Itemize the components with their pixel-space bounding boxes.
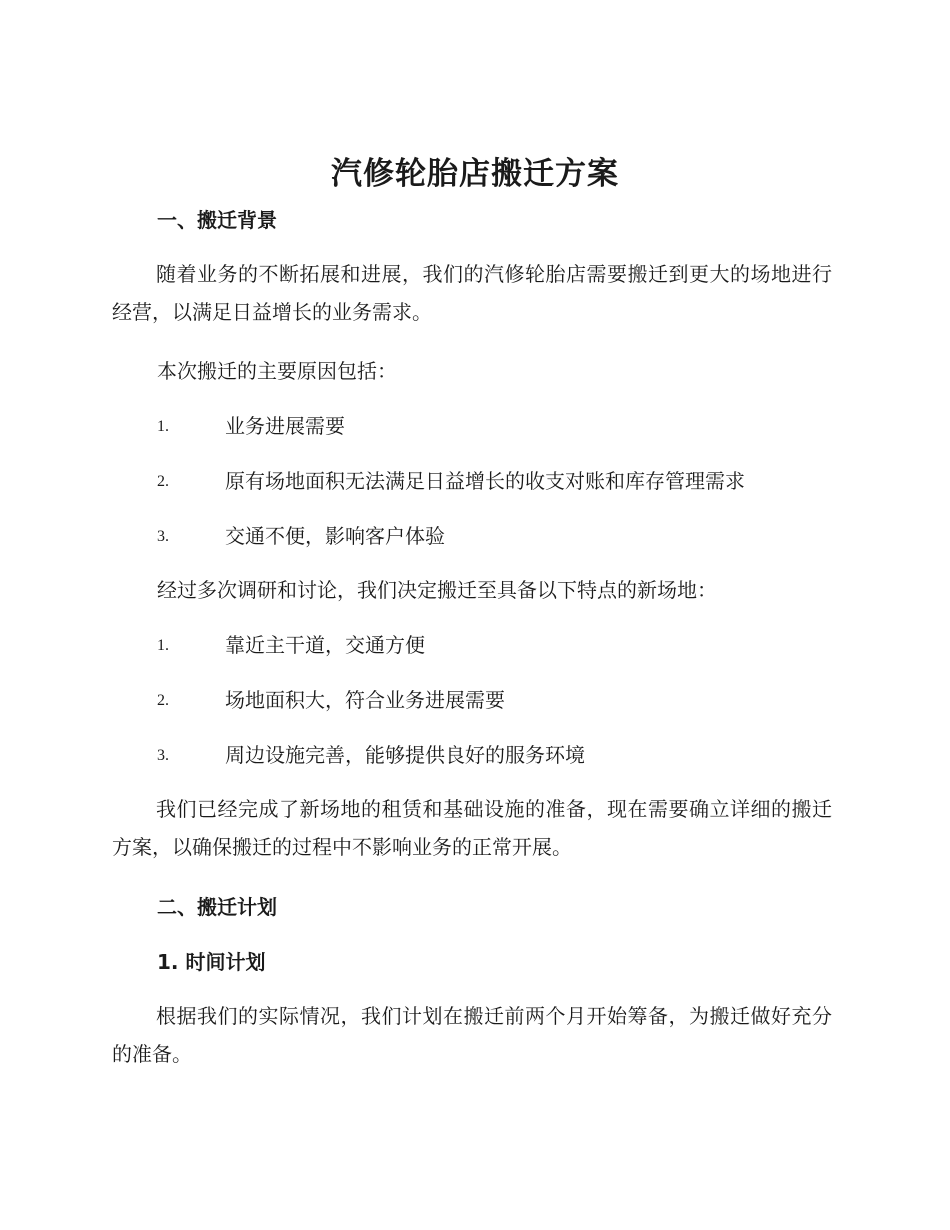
document-title: 汽修轮胎店搬迁方案 xyxy=(331,156,619,192)
subsection-heading-schedule: 1. 时间计划 xyxy=(157,950,266,974)
list-text: 靠近主干道，交通方便 xyxy=(225,633,425,657)
features-intro: 经过多次调研和讨论，我们决定搬迁至具备以下特点的新场地： xyxy=(157,578,717,602)
list-text: 原有场地面积无法满足日益增长的收支对账和库存管理需求 xyxy=(225,469,745,493)
section-heading-background: 一、搬迁背景 xyxy=(157,208,277,232)
paragraph-schedule: 根据我们的实际情况，我们计划在搬迁前两个月开始筹备，为搬迁做好充分的准备。 xyxy=(112,1004,832,1066)
list-text: 场地面积大，符合业务进展需要 xyxy=(225,688,505,712)
list-number: 3. xyxy=(157,747,169,764)
list-number: 1. xyxy=(157,637,169,654)
list-number: 3. xyxy=(157,528,169,545)
paragraph-preparation: 我们已经完成了新场地的租赁和基础设施的准备，现在需要确立详细的搬迁方案，以确保搬迁的过程中不影响业务的正常开展。 xyxy=(112,797,832,859)
section-heading-plan: 二、搬迁计划 xyxy=(157,895,277,919)
list-text: 周边设施完善，能够提供良好的服务环境 xyxy=(225,743,585,767)
list-text: 交通不便，影响客户体验 xyxy=(225,524,445,548)
list-text: 业务进展需要 xyxy=(225,414,345,438)
list-number: 1. xyxy=(157,418,169,435)
reasons-intro: 本次搬迁的主要原因包括： xyxy=(157,359,397,383)
paragraph-background-intro: 随着业务的不断拓展和进展，我们的汽修轮胎店需要搬迁到更大的场地进行经营，以满足日益增长的业务需求。 xyxy=(112,262,832,324)
list-number: 2. xyxy=(157,473,169,490)
list-number: 2. xyxy=(157,692,169,709)
